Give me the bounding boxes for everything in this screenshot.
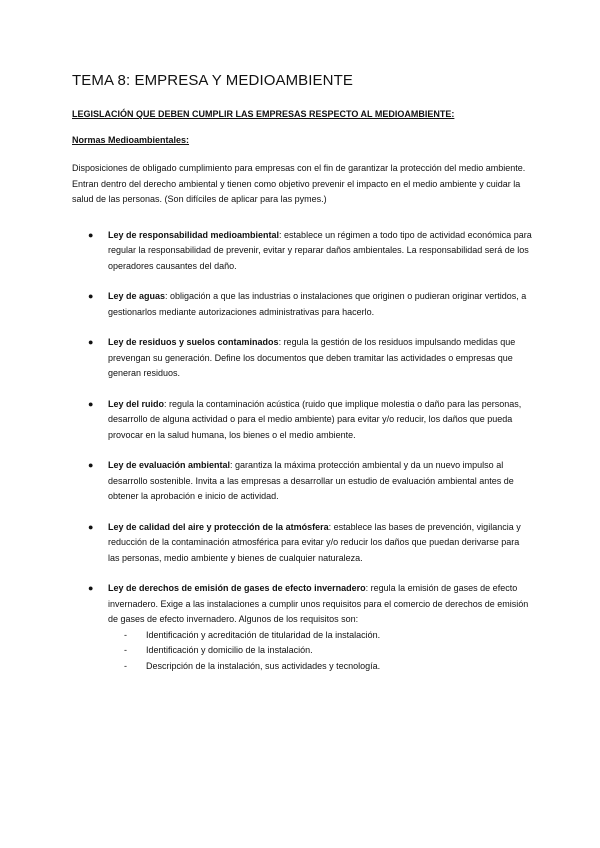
law-item bbox=[88, 335, 532, 382]
page-title: TEMA 8: EMPRESA Y MEDIOAMBIENTE bbox=[72, 72, 353, 89]
document-subtitle: LEGISLACIÓN QUE DEBEN CUMPLIR LAS EMPRESAS RESPECTO AL MEDIOAMBIENTE: bbox=[72, 109, 455, 119]
law-description: : regula la gestión de los residuos impulsando medidas que prevengan su generación. Define los documentos que deben tramitar las actividades o empresas que generan residuos. bbox=[108, 337, 516, 378]
law-item bbox=[88, 581, 532, 674]
requirement-item bbox=[124, 659, 532, 675]
document-content bbox=[72, 72, 532, 689]
requirement-text: Identificación y domicilio de la instalación. bbox=[146, 645, 313, 655]
law-name: Ley de derechos de emisión de gases de efecto invernadero bbox=[108, 583, 366, 593]
law-description: : establece las bases de prevención, vigilancia y reducción de la contaminación atmosférica para evitar y/o reducir los daños que puedan derivarse para las personas, medio ambiente y bienes de cualquier naturaleza. bbox=[108, 521, 521, 563]
dash-icon: - bbox=[124, 660, 127, 671]
law-item bbox=[88, 520, 532, 567]
laws-list bbox=[72, 228, 532, 675]
law-name: Ley de aguas bbox=[108, 291, 166, 301]
bullet-icon: ● bbox=[88, 229, 94, 240]
bullet-icon: ● bbox=[88, 583, 94, 593]
requirement-text: Descripción de la instalación, sus actividades y tecnología. bbox=[146, 660, 381, 671]
bullet-icon: ● bbox=[88, 398, 94, 409]
bullet-icon: ● bbox=[88, 460, 94, 470]
law-name: Ley de evaluación ambiental bbox=[108, 460, 231, 470]
bullet-icon: ● bbox=[88, 337, 94, 347]
section-title: Normas Medioambientales: bbox=[72, 135, 190, 145]
dash-icon: - bbox=[124, 629, 127, 640]
law-description: : garantiza la máxima protección ambiental y da un nuevo impulso al desarrollo sostenible. Invita a las empresas a desarrollar un estudio de evaluación ambiental antes de obtener la aprobación e inicio de actividad. bbox=[108, 460, 514, 501]
law-description: : obligación a que las industrias o instalaciones que originen o pudieran originar vertidos, a gestionarlos mediante autorizaciones administrativas para hacerlo. bbox=[108, 291, 527, 317]
law-item bbox=[88, 458, 532, 505]
requirement-item bbox=[124, 643, 532, 659]
law-name: Ley del ruido bbox=[108, 398, 165, 409]
law-description: : establece un régimen a todo tipo de actividad económica para regular la responsabilidad de prevenir, evitar y reparar daños ambientales. La responsabilidad será de los operadores causantes del daño. bbox=[108, 229, 532, 271]
intro-paragraph: Disposiciones de obligado cumplimiento para empresas con el fin de garantizar la protección del medio ambiente. Entran dentro del derecho ambiental y tienen como objetivo prevenir el impacto en el medio ambiente y cuidar la salud de las personas. (Son difíciles de aplicar para las pymes.) bbox=[72, 163, 526, 204]
law-item bbox=[88, 397, 532, 444]
law-description: : regula la emisión de gases de efecto invernadero. Exige a las instalaciones a cumplir unos requisitos para el comercio de derechos de emisión de gases de efecto invernadero. Algunos de los requisitos son: bbox=[108, 583, 529, 624]
requirements-list bbox=[108, 628, 532, 675]
bullet-icon: ● bbox=[88, 291, 94, 301]
law-item bbox=[88, 289, 532, 320]
law-name: Ley de calidad del aire y protección de la atmósfera bbox=[108, 521, 329, 532]
dash-icon: - bbox=[124, 645, 127, 655]
requirement-text: Identificación y acreditación de titularidad de la instalación. bbox=[146, 629, 381, 640]
law-item bbox=[88, 228, 532, 275]
law-name: Ley de residuos y suelos contaminados bbox=[108, 337, 279, 347]
law-name: Ley de responsabilidad medioambiental bbox=[108, 229, 280, 240]
requirement-item bbox=[124, 628, 532, 644]
law-description: : regula la contaminación acústica (ruido que implique molestia o daño para las personas, desarrollo de alguna actividad o para el medio ambiente) para evitar y/o reducir, los daños que pueda provocar en la salud humana, los bienes o el medio ambiente. bbox=[108, 398, 522, 440]
bullet-icon: ● bbox=[88, 521, 94, 532]
